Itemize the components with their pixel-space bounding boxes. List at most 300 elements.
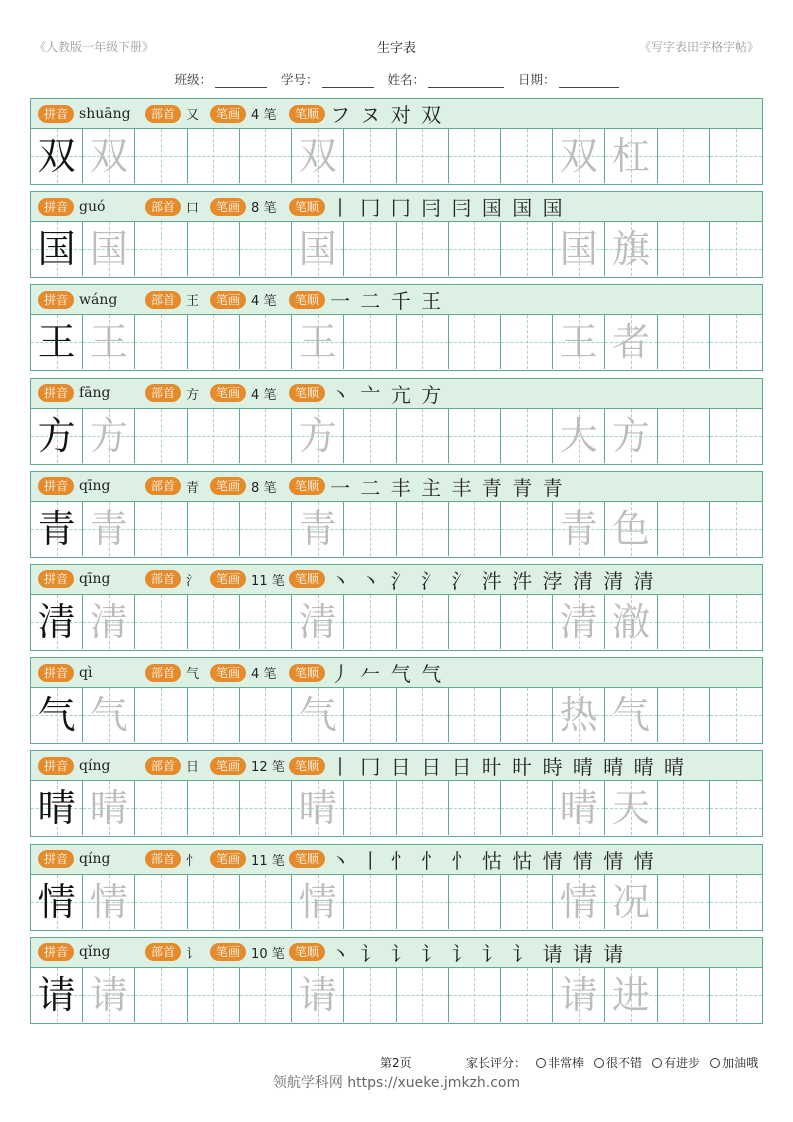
writing-grid: [31, 688, 762, 742]
row-meta: [31, 379, 762, 409]
blank-practice-cell[interactable]: [501, 595, 553, 649]
trace-character-cell: [605, 968, 657, 1022]
model-character-cell: [31, 409, 83, 463]
pinyin-value: qíng: [79, 851, 111, 867]
blank-practice-cell[interactable]: [188, 222, 240, 276]
blank-practice-cell[interactable]: [449, 315, 501, 369]
cell-character: 气: [37, 693, 76, 738]
pinyin-tag: 拼音: [38, 943, 74, 961]
trace-character-cell: [83, 409, 135, 463]
blank-practice-cell[interactable]: [710, 129, 762, 183]
blank-practice-cell[interactable]: [188, 129, 240, 183]
model-character-cell: [31, 595, 83, 649]
cell-character: 晴: [89, 786, 128, 831]
rating-option-excellent[interactable]: 非常棒: [536, 1054, 584, 1071]
row-meta: [31, 565, 762, 595]
cell-character: 青: [559, 506, 598, 551]
pinyin-value: qǐng: [79, 944, 111, 961]
blank-practice-cell[interactable]: [344, 502, 396, 556]
model-character-cell: [31, 222, 83, 276]
cell-character: 青: [37, 506, 76, 551]
strokes-count: 8: [251, 201, 260, 217]
blank-practice-cell[interactable]: [188, 595, 240, 649]
blank-practice-cell[interactable]: [710, 968, 762, 1022]
cell-character: 晴: [37, 786, 76, 831]
pinyin-tag: 拼音: [38, 570, 74, 588]
blank-practice-cell[interactable]: [344, 222, 396, 276]
blank-practice-cell[interactable]: [449, 688, 501, 742]
radical-tag: 部首: [145, 198, 181, 216]
order-tag: 笔顺: [289, 477, 325, 495]
radical-value: 忄: [186, 853, 200, 869]
blank-practice-cell[interactable]: [344, 875, 396, 929]
trace-character-cell: [553, 502, 605, 556]
trace-character-cell: [292, 968, 344, 1022]
blank-practice-cell[interactable]: [501, 781, 553, 835]
cell-character: 气: [298, 693, 337, 738]
strokes-tag: 笔画: [210, 850, 246, 868]
blank-practice-cell[interactable]: [449, 409, 501, 463]
trace-character-cell: [553, 315, 605, 369]
cell-character: 方: [612, 413, 651, 458]
cell-character: 况: [612, 879, 651, 924]
radical-value: 方: [186, 387, 200, 403]
writing-grid: [31, 315, 762, 369]
order-tag: 笔顺: [289, 664, 325, 682]
writing-grid: [31, 129, 762, 183]
trace-character-cell: [553, 129, 605, 183]
trace-character-cell: [605, 875, 657, 929]
strokes-tag: 笔画: [210, 757, 246, 775]
strokes-unit: 笔: [271, 853, 285, 869]
blank-practice-cell[interactable]: [658, 502, 710, 556]
row-meta: [31, 938, 762, 968]
character-row: [30, 378, 763, 465]
cell-character: 请: [298, 972, 337, 1017]
parent-rating: 家长评分： 非常棒 很不错 有进步 加油哦: [466, 1056, 759, 1070]
strokes-count: 12: [251, 760, 268, 776]
page-number: 第2页: [380, 1056, 412, 1070]
pinyin-value: qīng: [79, 478, 111, 495]
blank-practice-cell[interactable]: [501, 968, 553, 1022]
character-row: [30, 191, 763, 278]
blank-practice-cell[interactable]: [449, 129, 501, 183]
blank-practice-cell[interactable]: [397, 222, 449, 276]
blank-practice-cell[interactable]: [397, 875, 449, 929]
blank-practice-cell[interactable]: [240, 688, 292, 742]
strokes-tag: 笔画: [210, 291, 246, 309]
cell-character: 国: [559, 227, 598, 272]
trace-character-cell: [553, 781, 605, 835]
pinyin-tag: 拼音: [38, 291, 74, 309]
blank-practice-cell[interactable]: [710, 315, 762, 369]
blank-practice-cell[interactable]: [135, 409, 187, 463]
class-field[interactable]: 班级：: [174, 70, 267, 88]
radical-value: 讠: [186, 946, 200, 962]
stroke-order: 丨 冂 日 日 日 旪 旪 時 晴 晴 晴 晴: [330, 755, 686, 780]
trace-character-cell: [292, 129, 344, 183]
radical-tag: 部首: [145, 850, 181, 868]
row-meta: [31, 192, 762, 222]
blank-practice-cell[interactable]: [188, 875, 240, 929]
character-row: [30, 844, 763, 931]
blank-practice-cell[interactable]: [658, 315, 710, 369]
header-right: 《写字表田字格字帖》: [638, 40, 759, 54]
blank-practice-cell[interactable]: [710, 875, 762, 929]
row-meta: [31, 751, 762, 781]
strokes-tag: 笔画: [210, 943, 246, 961]
blank-practice-cell[interactable]: [397, 409, 449, 463]
blank-practice-cell[interactable]: [240, 409, 292, 463]
strokes-tag: 笔画: [210, 198, 246, 216]
blank-practice-cell[interactable]: [240, 595, 292, 649]
radical-value: 日: [186, 760, 200, 776]
pinyin-tag: 拼音: [38, 384, 74, 402]
radical-tag: 部首: [145, 570, 181, 588]
trace-character-cell: [83, 781, 135, 835]
strokes-count: 4: [251, 108, 260, 123]
trace-character-cell: [83, 875, 135, 929]
pinyin-value: qì: [79, 664, 93, 681]
pinyin-value: qíng: [79, 757, 111, 774]
blank-practice-cell[interactable]: [710, 595, 762, 649]
blank-practice-cell[interactable]: [397, 968, 449, 1022]
blank-practice-cell[interactable]: [135, 781, 187, 835]
model-character-cell: [31, 129, 83, 183]
strokes-count: 4: [251, 294, 260, 310]
radical-tag: 部首: [145, 384, 181, 402]
cell-character: 晴: [298, 786, 337, 831]
stroke-order: 一 二 丰 主 丰 青 青 青: [330, 475, 565, 500]
name-field[interactable]: 姓名：: [388, 70, 505, 88]
blank-practice-cell[interactable]: [188, 315, 240, 369]
model-character-cell: [31, 968, 83, 1022]
cell-character: 国: [89, 227, 128, 272]
strokes-unit: 笔: [263, 480, 277, 496]
rating-option-progress[interactable]: 有进步: [652, 1054, 700, 1071]
blank-practice-cell[interactable]: [135, 688, 187, 742]
cell-character: 国: [298, 227, 337, 272]
blank-practice-cell[interactable]: [658, 688, 710, 742]
cell-character: 国: [37, 227, 76, 272]
trace-character-cell: [83, 595, 135, 649]
order-tag: 笔顺: [289, 384, 325, 402]
radio-circle-icon: [652, 1058, 662, 1068]
blank-practice-cell[interactable]: [188, 502, 240, 556]
cell-character: 王: [37, 320, 76, 365]
cell-character: 青: [89, 506, 128, 551]
row-meta: [31, 845, 762, 875]
blank-practice-cell[interactable]: [501, 875, 553, 929]
date-field[interactable]: 日期：: [518, 70, 619, 88]
blank-practice-cell[interactable]: [135, 502, 187, 556]
model-character-cell: [31, 502, 83, 556]
cell-character: 清: [37, 599, 76, 644]
strokes-value: [251, 663, 289, 682]
blank-practice-cell[interactable]: [344, 781, 396, 835]
strokes-value: [251, 570, 289, 589]
blank-practice-cell[interactable]: [344, 688, 396, 742]
blank-practice-cell[interactable]: [710, 502, 762, 556]
strokes-value: [251, 756, 289, 775]
blank-practice-cell[interactable]: [397, 502, 449, 556]
blank-practice-cell[interactable]: [397, 688, 449, 742]
radical-value: 青: [186, 480, 200, 496]
writing-grid: [31, 409, 762, 463]
blank-practice-cell[interactable]: [710, 222, 762, 276]
blank-practice-cell[interactable]: [397, 315, 449, 369]
pinyin-tag: 拼音: [38, 664, 74, 682]
blank-practice-cell[interactable]: [188, 688, 240, 742]
blank-practice-cell[interactable]: [658, 968, 710, 1022]
pinyin-value: wáng: [79, 291, 118, 308]
strokes-tag: 笔画: [210, 570, 246, 588]
radical-tag: 部首: [145, 105, 181, 123]
trace-character-cell: [292, 875, 344, 929]
cell-character: 澈: [612, 599, 651, 644]
rating-option-good[interactable]: 很不错: [594, 1054, 642, 1071]
cell-character: 天: [612, 786, 651, 831]
stroke-order: 丿 𠂉 气 气: [330, 662, 444, 687]
radio-circle-icon: [536, 1058, 546, 1068]
order-tag: 笔顺: [289, 943, 325, 961]
model-character-cell: [31, 875, 83, 929]
blank-practice-cell[interactable]: [449, 222, 501, 276]
radical-tag: 部首: [145, 664, 181, 682]
strokes-unit: 笔: [263, 667, 277, 683]
blank-practice-cell[interactable]: [710, 409, 762, 463]
blank-practice-cell[interactable]: [135, 875, 187, 929]
blank-practice-cell[interactable]: [501, 688, 553, 742]
trace-character-cell: [605, 129, 657, 183]
blank-practice-cell[interactable]: [501, 222, 553, 276]
blank-practice-cell[interactable]: [240, 315, 292, 369]
student-number-field[interactable]: 学号：: [281, 70, 374, 88]
cell-character: 气: [89, 693, 128, 738]
strokes-value: [251, 290, 289, 309]
blank-practice-cell[interactable]: [710, 688, 762, 742]
trace-character-cell: [292, 222, 344, 276]
blank-practice-cell[interactable]: [135, 315, 187, 369]
blank-practice-cell[interactable]: [240, 781, 292, 835]
strokes-tag: 笔画: [210, 384, 246, 402]
blank-practice-cell[interactable]: [188, 968, 240, 1022]
cell-character: 情: [37, 879, 76, 924]
writing-grid: [31, 222, 762, 276]
pinyin-value: qīng: [79, 571, 111, 588]
blank-practice-cell[interactable]: [449, 968, 501, 1022]
cell-character: 大: [559, 413, 598, 458]
blank-practice-cell[interactable]: [710, 781, 762, 835]
blank-practice-cell[interactable]: [501, 315, 553, 369]
stroke-order: 丨 冂 冂 冃 冃 国 国 国: [330, 196, 565, 221]
pinyin-tag: 拼音: [38, 198, 74, 216]
trace-character-cell: [605, 315, 657, 369]
model-character-cell: [31, 315, 83, 369]
stroke-order: 丶 丨 忄 忄 忄 怙 怙 情 情 情 情: [330, 848, 656, 873]
cell-character: 杠: [612, 134, 651, 178]
radical-tag: 部首: [145, 943, 181, 961]
stroke-order: フ ヌ 对 双: [330, 103, 444, 127]
blank-practice-cell[interactable]: [658, 129, 710, 183]
site-watermark: 领航学科网 https://xueke.jmkzh.com: [272, 1075, 521, 1091]
cell-character: 清: [298, 599, 337, 644]
cell-character: 请: [37, 972, 76, 1017]
blank-practice-cell[interactable]: [240, 968, 292, 1022]
blank-practice-cell[interactable]: [240, 875, 292, 929]
blank-practice-cell[interactable]: [501, 129, 553, 183]
strokes-unit: 笔: [263, 294, 277, 310]
character-row: [30, 750, 763, 837]
blank-practice-cell[interactable]: [135, 968, 187, 1022]
trace-character-cell: [83, 222, 135, 276]
writing-grid: [31, 968, 762, 1022]
strokes-value: [251, 943, 289, 962]
trace-character-cell: [292, 409, 344, 463]
order-tag: 笔顺: [289, 850, 325, 868]
radical-value: 又: [186, 108, 200, 123]
strokes-count: 10: [251, 946, 268, 962]
stroke-order: 丶 亠 亢 方: [330, 382, 444, 407]
order-tag: 笔顺: [289, 570, 325, 588]
pinyin-tag: 拼音: [38, 477, 74, 495]
blank-practice-cell[interactable]: [658, 595, 710, 649]
trace-character-cell: [605, 595, 657, 649]
cell-character: 情: [89, 879, 128, 924]
blank-practice-cell[interactable]: [344, 129, 396, 183]
pinyin-value: guó: [79, 198, 106, 215]
blank-practice-cell[interactable]: [449, 781, 501, 835]
stroke-order: 丶 丶 氵 氵 氵 汼 汼 浡 清 清 清: [330, 568, 656, 593]
trace-character-cell: [292, 502, 344, 556]
blank-practice-cell[interactable]: [449, 875, 501, 929]
strokes-count: 11: [251, 853, 268, 869]
blank-practice-cell[interactable]: [188, 409, 240, 463]
character-row: [30, 98, 763, 185]
cell-character: 方: [37, 413, 76, 458]
blank-practice-cell[interactable]: [397, 129, 449, 183]
radical-tag: 部首: [145, 291, 181, 309]
trace-character-cell: [553, 875, 605, 929]
trace-character-cell: [83, 502, 135, 556]
trace-character-cell: [553, 409, 605, 463]
blank-practice-cell[interactable]: [658, 781, 710, 835]
row-meta: [31, 472, 762, 502]
strokes-count: 4: [251, 667, 260, 683]
cell-character: 王: [559, 320, 598, 365]
radical-value: 王: [186, 294, 200, 310]
cell-character: 双: [559, 134, 598, 178]
blank-practice-cell[interactable]: [240, 129, 292, 183]
pinyin-value: shuāng: [79, 105, 131, 122]
radio-circle-icon: [594, 1058, 604, 1068]
strokes-value: [251, 197, 289, 216]
blank-practice-cell[interactable]: [240, 502, 292, 556]
character-row: [30, 471, 763, 558]
cell-character: 清: [89, 599, 128, 644]
blank-practice-cell[interactable]: [344, 595, 396, 649]
cell-character: 王: [298, 320, 337, 365]
trace-character-cell: [553, 595, 605, 649]
blank-practice-cell[interactable]: [135, 595, 187, 649]
blank-practice-cell[interactable]: [501, 409, 553, 463]
strokes-count: 8: [251, 480, 260, 496]
blank-practice-cell[interactable]: [449, 595, 501, 649]
trace-character-cell: [292, 315, 344, 369]
blank-practice-cell[interactable]: [658, 222, 710, 276]
blank-practice-cell[interactable]: [658, 875, 710, 929]
blank-practice-cell[interactable]: [240, 222, 292, 276]
blank-practice-cell[interactable]: [449, 502, 501, 556]
blank-practice-cell[interactable]: [658, 409, 710, 463]
cell-character: 色: [612, 506, 651, 551]
blank-practice-cell[interactable]: [135, 222, 187, 276]
cell-character: 情: [298, 879, 337, 924]
strokes-unit: 笔: [263, 201, 277, 217]
blank-practice-cell[interactable]: [344, 315, 396, 369]
cell-character: 晴: [559, 786, 598, 831]
strokes-tag: 笔画: [210, 664, 246, 682]
trace-character-cell: [292, 595, 344, 649]
blank-practice-cell[interactable]: [397, 781, 449, 835]
pinyin-tag: 拼音: [38, 850, 74, 868]
trace-character-cell: [83, 315, 135, 369]
blank-practice-cell[interactable]: [188, 781, 240, 835]
trace-character-cell: [605, 781, 657, 835]
model-character-cell: [31, 688, 83, 742]
writing-grid: [31, 781, 762, 835]
trace-character-cell: [83, 129, 135, 183]
radical-tag: 部首: [145, 757, 181, 775]
radical-value: 气: [186, 667, 200, 683]
rating-option-keep-going[interactable]: 加油哦: [710, 1054, 758, 1071]
row-meta: [31, 658, 762, 688]
blank-practice-cell[interactable]: [344, 968, 396, 1022]
strokes-value: [251, 477, 289, 496]
page-title: 生字表: [376, 41, 416, 56]
character-row: [30, 937, 763, 1024]
strokes-tag: 笔画: [210, 105, 246, 123]
order-tag: 笔顺: [289, 105, 325, 123]
student-info: [0, 70, 793, 88]
blank-practice-cell[interactable]: [344, 409, 396, 463]
trace-character-cell: [83, 688, 135, 742]
strokes-unit: 笔: [271, 573, 285, 589]
radical-value: 口: [186, 201, 200, 217]
cell-character: 方: [298, 413, 337, 458]
character-row: [30, 564, 763, 651]
cell-character: 者: [612, 320, 651, 365]
pinyin-tag: 拼音: [38, 757, 74, 775]
blank-practice-cell[interactable]: [397, 595, 449, 649]
cell-character: 双: [298, 134, 337, 178]
trace-character-cell: [83, 968, 135, 1022]
strokes-count: 11: [251, 573, 268, 589]
strokes-value: [251, 850, 289, 869]
blank-practice-cell[interactable]: [501, 502, 553, 556]
order-tag: 笔顺: [289, 198, 325, 216]
model-character-cell: [31, 781, 83, 835]
cell-character: 双: [37, 134, 76, 178]
cell-character: 请: [559, 972, 598, 1017]
stroke-order: 丶 讠 讠 讠 讠 讠 讠 请 请 请: [330, 941, 626, 966]
cell-character: 情: [559, 879, 598, 924]
character-row: [30, 657, 763, 744]
cell-character: 王: [89, 320, 128, 365]
radical-tag: 部首: [145, 477, 181, 495]
trace-character-cell: [553, 688, 605, 742]
blank-practice-cell[interactable]: [135, 129, 187, 183]
